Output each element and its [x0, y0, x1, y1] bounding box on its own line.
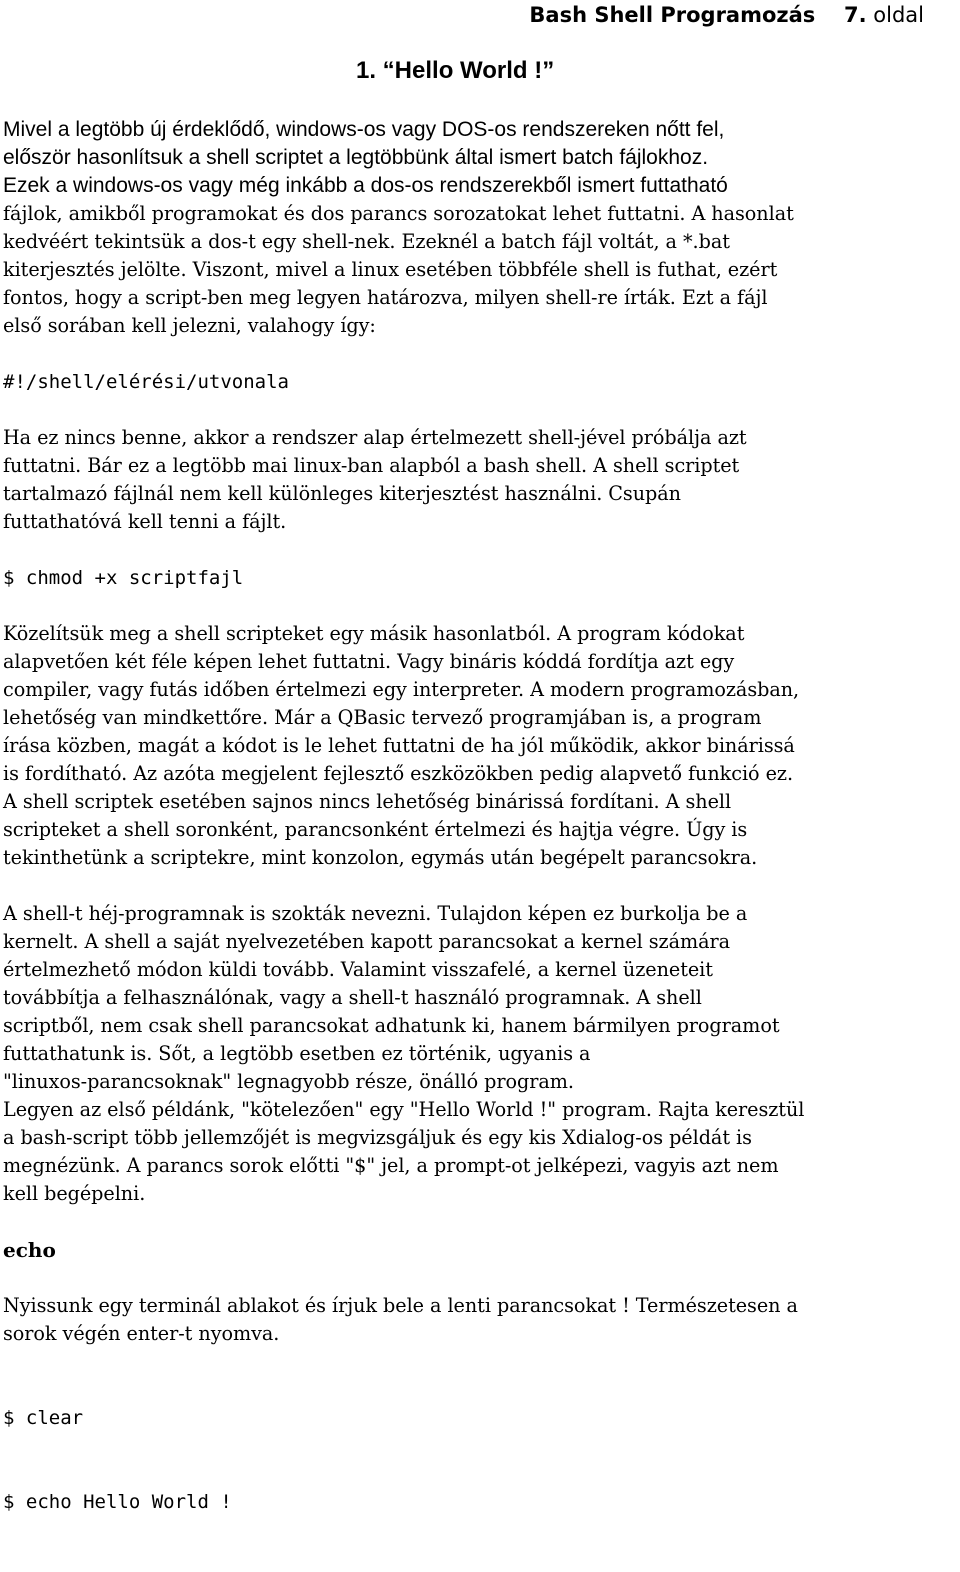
- paragraph-gap: [3, 396, 958, 424]
- text-line: scripteket a shell soronként, parancsonként értelmezi és hajtja végre. Úgy is: [3, 818, 748, 841]
- text-line: lehetőség van mindkettőre. Már a QBasic tervező programjában is, a program: [3, 706, 762, 729]
- document-body: [3, 116, 958, 1572]
- text-line: értelmezhető módon küldi tovább. Valamint visszafelé, a kernel üzeneteit: [3, 958, 713, 981]
- paragraph-gap: [3, 536, 958, 564]
- text-line: fájlok, amikből programokat és dos parancs sorozatokat lehet futtatni. A hasonlat: [3, 202, 794, 225]
- text-line: scriptből, nem csak shell parancsokat adhatunk ki, hanem bármilyen programot: [3, 1014, 780, 1037]
- text-line: futtathatóvá kell tenni a fájlt.: [3, 510, 287, 533]
- text-line: kell begépelni.: [3, 1182, 146, 1205]
- text-line: a bash-script több jellemzőjét is megvizsgáljuk és egy kis Xdialog-os példát is: [3, 1126, 752, 1149]
- text-line: kernelt. A shell a saját nyelvezetében kapott parancsokat a kernel számára: [3, 930, 731, 953]
- section-title: 1. “Hello World !”: [356, 57, 555, 84]
- paragraph-shell-default: [3, 424, 958, 536]
- intro-paragraph-sans: [3, 116, 958, 200]
- terminal-commands: [3, 1348, 958, 1572]
- page-number-value: 7.: [844, 3, 867, 27]
- page-number: [844, 3, 924, 27]
- shebang-code: #!/shell/elérési/utvonala: [3, 371, 289, 393]
- intro-paragraph-serif: [3, 200, 958, 340]
- text-line: tartalmazó fájlnál nem kell különleges kiterjesztést használni. Csupán: [3, 482, 681, 505]
- text-line: tekinthetünk a scriptekre, mint konzolon, egymás után begépelt parancsokra.: [3, 846, 758, 869]
- text-line: A shell scriptek esetében sajnos nincs lehetőség binárissá fordítani. A shell: [3, 790, 732, 813]
- text-line: kiterjesztés jelölte. Viszont, mivel a linux esetében többféle shell is futhat, ezért: [3, 258, 778, 281]
- text-line: első sorában kell jelezni, valahogy így:: [3, 314, 376, 337]
- paragraph-gap: [3, 872, 958, 900]
- text-line: A shell-t héj-programnak is szokták nevezni. Tulajdon képen ez burkolja be a: [3, 902, 748, 925]
- text-line: továbbítja a felhasználónak, vagy a shell-t használó programnak. A shell: [3, 986, 702, 1009]
- text-line: futtathatunk is. Sőt, a legtöbb esetben ez történik, ugyanis a: [3, 1042, 591, 1065]
- paragraph-gap: [3, 1208, 958, 1236]
- text-line: alapvetően két féle képen lehet futtatni. Vagy bináris kóddá fordítja azt egy: [3, 650, 735, 673]
- text-line: kedvéért tekintsük a dos-t egy shell-nek. Ezeknél a batch fájl voltát, a *.bat: [3, 230, 730, 253]
- text-line: compiler, vagy futás időben értelmezi egy interpreter. A modern programozásban,: [3, 678, 800, 701]
- text-line: futtatni. Bár ez a legtöbb mai linux-ban alapból a bash shell. A shell scriptet: [3, 454, 740, 477]
- document-title: Bash Shell Programozás: [529, 3, 816, 27]
- text-line: először hasonlítsuk a shell scriptet a legtöbbünk által ismert batch fájlokhoz.: [3, 146, 709, 169]
- text-line: fontos, hogy a script-ben meg legyen határozva, milyen shell-re írták. Ezt a fájl: [3, 286, 768, 309]
- text-line: sorok végén enter-t nyomva.: [3, 1322, 280, 1345]
- paragraph-shell-kernel: [3, 900, 958, 1208]
- paragraph-gap: [3, 592, 958, 620]
- text-line: Mivel a legtöbb új érdeklődő, windows-os vagy DOS-os rendszereken nőtt fel,: [3, 118, 725, 141]
- text-line: Ezek a windows-os vagy még inkább a dos-os rendszerekből ismert futtatható: [3, 174, 728, 197]
- chmod-command: $ chmod +x scriptfajl: [3, 567, 244, 589]
- text-line: írása közben, magát a kódot is le lehet futtatni de ha jól működik, akkor binárissá: [3, 734, 795, 757]
- text-line: "linuxos-parancsoknak" legnagyobb része, önálló program.: [3, 1070, 574, 1093]
- paragraph-compiler: [3, 620, 958, 872]
- paragraph-terminal: [3, 1292, 958, 1348]
- command-line: $ clear: [3, 1407, 84, 1429]
- command-line: $ echo Hello World !: [3, 1491, 232, 1513]
- text-line: megnézünk. A parancs sorok előtti "$" jel, a prompt-ot jelképezi, vagyis azt nem: [3, 1154, 779, 1177]
- page-number-word: oldal: [873, 3, 924, 27]
- echo-heading: echo: [3, 1238, 56, 1262]
- paragraph-gap: [3, 340, 958, 368]
- paragraph-gap: [3, 1264, 958, 1292]
- page-header: [529, 2, 924, 28]
- text-line: Nyissunk egy terminál ablakot és írjuk bele a lenti parancsokat ! Természetesen a: [3, 1294, 798, 1317]
- text-line: Közelítsük meg a shell scripteket egy másik hasonlatból. A program kódokat: [3, 622, 745, 645]
- text-line: Legyen az első példánk, "kötelezően" egy "Hello World !" program. Rajta keresztül: [3, 1098, 805, 1121]
- text-line: is fordítható. Az azóta megjelent fejlesztő eszközökben pedig alapvető funkció ez.: [3, 762, 793, 785]
- text-line: Ha ez nincs benne, akkor a rendszer alap értelmezett shell-jével próbálja azt: [3, 426, 747, 449]
